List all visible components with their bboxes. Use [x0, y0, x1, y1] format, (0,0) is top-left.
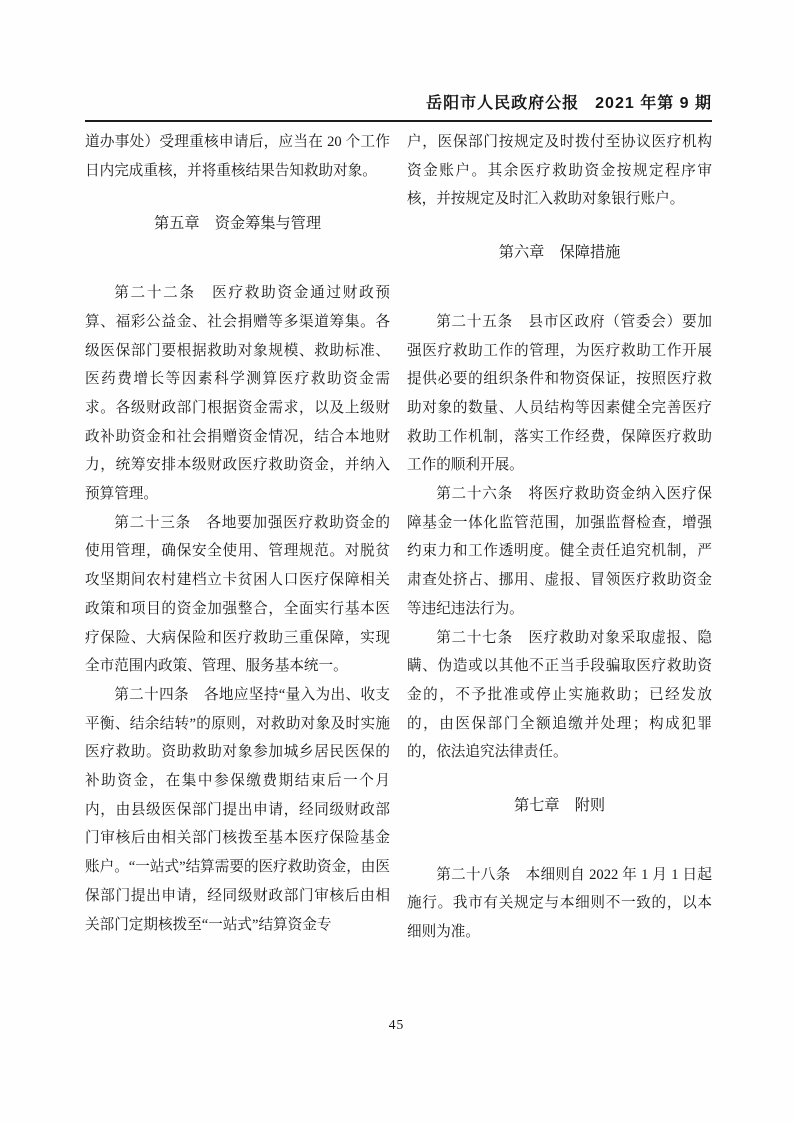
page-footer: [0, 1017, 793, 1033]
right-column: [407, 128, 712, 947]
issue-number: 2021 年第 9 期: [595, 95, 712, 112]
article-28: 第二十八条 本细则自 2022 年 1 月 1 日起施行。我市有关规定与本细则不一致的，以本细则为准。: [407, 866, 712, 941]
article-23: 第二十三条 各地要加强医疗救助资金的使用管理，确保安全使用、管理规范。对脱贫攻坚期间农村建档立卡贫困人口医疗保障相关政策和项目的资金加强整合，全面实行基本医疗保险、大病保险和医疗救助三重保障，实现全市范围内政策、管理、服务基本统一。: [85, 514, 390, 675]
page-number: 45: [388, 1017, 405, 1032]
article-26: 第二十六条 将医疗救助资金纳入医疗保障基金一体化监管范围，加强监督检查，增强约束力和工作透明度。健全责任追究机制，严肃查处挤占、挪用、虚报、冒领医疗救助资金等违纪违法行为。: [407, 486, 712, 617]
article-25: 第二十五条 县市区政府（管委会）要加强医疗救助工作的管理，为医疗救助工作开展提供必要的组织条件和物资保证，按照医疗救助对象的数量、人员结构等因素健全完善医疗救助工作机制，落实工作经费，保障医疗救助工作的顺利开展。: [407, 313, 712, 474]
chapter-heading-6: 第六章 保障措施: [498, 244, 621, 262]
header-rule: [85, 120, 712, 122]
article-24: 第二十四条 各地应坚持“量入为出、收支平衡、结余结转”的原则，对救助对象及时实施医疗救助。资助救助对象参加城乡居民医保的补助资金，在集中参保缴费期结束后一个月内，由县级医保部门提出申请，经同级财政部门审核后由相关部门核拨至基本医疗保险基金账户。“一站式”结算需要的医疗救助资金，由医保部门提出申请，经同级财政部门审核后由相关部门定期核拨至“一站式”结算资金专: [85, 686, 390, 933]
journal-title: 岳阳市人民政府公报: [426, 95, 580, 112]
article-22: 第二十二条 医疗救助资金通过财政预算、福彩公益金、社会捐赠等多渠道筹集。各级医保部门要根据救助对象规模、救助标准、医药费增长等因素科学测算医疗救助资金需求。各级财政部门根据资金需求，以及上级财政补助资金和社会捐赠资金情况，结合本地财力，统筹安排本级财政医疗救助资金，并纳入预算管理。: [85, 285, 390, 503]
continuation-paragraph: 道办事处）受理重核申请后，应当在 20 个工作日内完成重核，并将重核结果告知救助对象。: [85, 134, 390, 179]
left-column: [85, 128, 390, 947]
article-27: 第二十七条 医疗救助对象采取虚报、隐瞒、伪造或以其他不正当手段骗取医疗救助资金的，不予批准或停止实施救助；已经发放的，由医保部门全额追缴并处理；构成犯罪的，依法追究法律责任。: [407, 629, 712, 761]
text-columns: [85, 128, 712, 947]
continuation-paragraph: 户，医保部门按规定及时拨付至协议医疗机构资金账户。其余医疗救助资金按规定程序审核，并按规定及时汇入救助对象银行账户。: [407, 134, 712, 208]
chapter-heading-7: 第七章 附则: [513, 797, 606, 815]
chapter-heading-5: 第五章 资金筹集与管理: [153, 215, 322, 233]
running-header: [85, 90, 712, 113]
